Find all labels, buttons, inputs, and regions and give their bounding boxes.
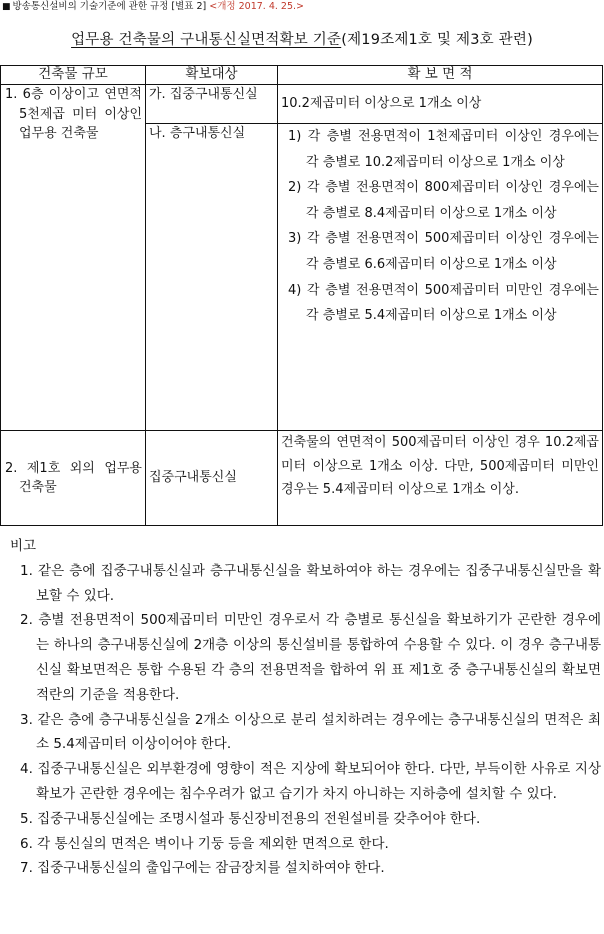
- row2-scale: 2. 제1호 외의 업무용 건축물: [5, 460, 142, 495]
- row1-target-a: 가. 집중구내통신실: [149, 87, 258, 102]
- header-target: 확보대상: [146, 66, 278, 85]
- notes-title: 비고: [10, 538, 37, 554]
- row1-area-a-cell: [278, 85, 603, 124]
- area-standard-table: [0, 65, 603, 526]
- area-b-item-2: 2) 각 층별 전용면적이 800제곱미터 이상인 경우에는 각 층별로 8.4제곱미터 이상으로 1개소 이상: [288, 180, 599, 221]
- area-b-item-4: 4) 각 층별 전용면적이 500제곱미터 미만인 경우에는 각 층별로 5.4제곱미터 이상으로 1개소 이상: [288, 282, 599, 324]
- row1-target-a-cell: [146, 85, 278, 124]
- row2-target: 집중구내통신실: [149, 470, 237, 486]
- regulation-name: 방송통신설비의 기술기준에 관한 규정 [별표 2]: [12, 1, 210, 12]
- row2-target-cell: [146, 431, 278, 526]
- header-building-scale: 건축물 규모: [1, 66, 146, 85]
- amendment-date[interactable]: <개정 2017. 4. 25.>: [209, 1, 304, 12]
- note-item-2: 2. 층별 전용면적이 500제곱미터 미만인 경우로서 각 층별로 통신실을 확보하기가 곤란한 경우에는 하나의 층구내통신실에 2개층 이상의 통신설비를 통합하여 수용할 수 있다. 이 경우 층구내통신실 확보면적은 통합 수용된 각 층의 전용면적을 합하여 위 표 제1호 중 층구내통신실의 확보면적란의 기준을 적용한다.: [20, 612, 601, 703]
- square-bullet-icon: ■: [2, 2, 11, 12]
- area-b-item-3: 3) 각 층별 전용면적이 500제곱미터 이상인 경우에는 각 층별로 6.6제곱미터 이상으로 1개소 이상: [288, 231, 599, 272]
- note-item-1: 1. 같은 층에 집중구내통신실과 층구내통신실을 확보하여야 하는 경우에는 집중구내통신실만을 확보할 수 있다.: [20, 562, 601, 604]
- row2-scale-cell: [1, 431, 146, 526]
- note-item-6: 6. 각 통신실의 면적은 벽이나 기둥 등을 제외한 면적으로 한다.: [20, 835, 389, 852]
- table-row: [1, 85, 603, 124]
- row1-scale-cell: [1, 85, 146, 431]
- note-item-3: 3. 같은 층에 층구내통신실을 2개소 이상으로 분리 설치하려는 경우에는 층구내통신실의 면적은 최소 5.4제곱미터 이상이어야 한다.: [20, 711, 601, 753]
- row1-target-b-cell: [146, 124, 278, 431]
- row2-area-cell: [278, 431, 603, 526]
- row2-area: 건축물의 연면적이 500제곱미터 이상인 경우 10.2제곱미터 이상으로 1개소 이상. 다만, 500제곱미터 미만인 경우는 5.4제곱미터 이상으로 1개소 이상.: [281, 435, 599, 498]
- title-main: 업무용 건축물의 구내통신실면적확보 기준: [71, 32, 342, 48]
- row1-area-b-cell: [278, 124, 603, 431]
- regulation-header: [2, 0, 304, 14]
- header-area: 확 보 면 적: [278, 66, 603, 85]
- row1-target-b: 나. 층구내통신실: [149, 126, 246, 141]
- title-reference: (제19조제1호 및 제3호 관련): [341, 32, 533, 48]
- table-header-row: [1, 66, 603, 85]
- note-item-7: 7. 집중구내통신실의 출입구에는 잠금장치를 설치하여야 한다.: [20, 860, 385, 877]
- note-item-4: 4. 집중구내통신실은 외부환경에 영향이 적은 지상에 확보되어야 한다. 다만, 부득이한 사유로 지상확보가 곤란한 경우에는 침수우려가 없고 습기가 차지 아니하는 지하층에 설치할 수 있다.: [20, 761, 601, 802]
- note-item-5: 5. 집중구내통신실에는 조명시설과 통신장비전용의 전원설비를 갖추어야 한다.: [20, 810, 481, 827]
- notes-section: [0, 534, 604, 881]
- table-row: [1, 431, 603, 526]
- area-b-item-1: 1) 각 층별 전용면적이 1천제곱미터 이상인 경우에는 각 층별로 10.2제곱미터 이상으로 1개소 이상: [288, 129, 599, 170]
- row1-area-a: 10.2제곱미터 이상으로 1개소 이상: [281, 96, 482, 112]
- row1-scale: 1. 6층 이상이고 연면적 5천제곱 미터 이상인 업무용 건축물: [5, 87, 142, 141]
- document-title: [0, 30, 604, 50]
